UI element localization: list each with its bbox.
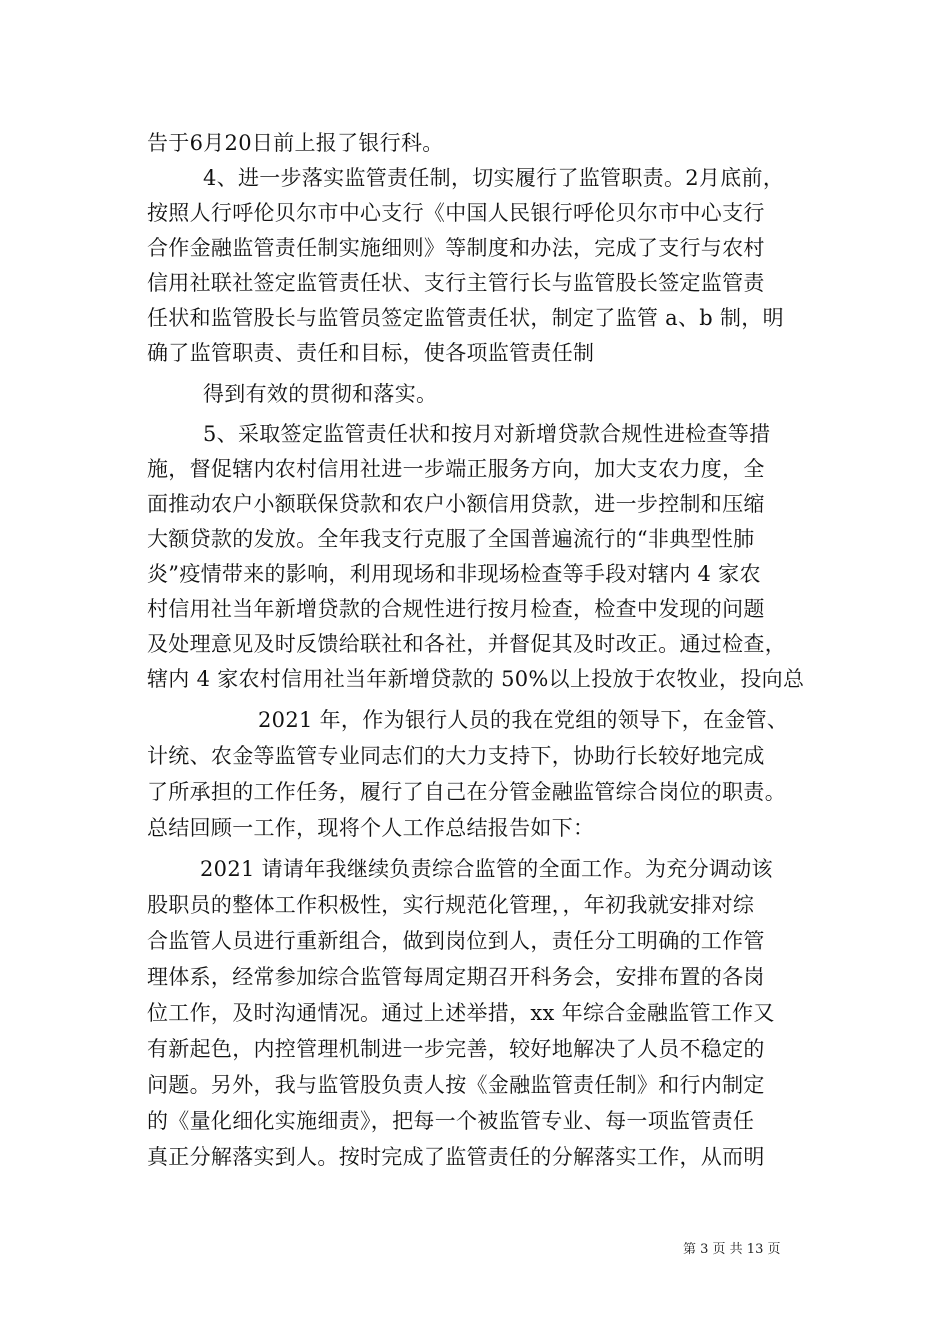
text-line: 合作金融监管责任制实施细则》等制度和办法，完成了支行与农村: [147, 236, 765, 260]
text-line: 得到有效的贯彻和落实。: [203, 382, 438, 406]
text-line: 总结回顾一工作，现将个人工作总结报告如下：: [147, 816, 595, 840]
text-line: 辖内 4 家农村信用社当年新增贷款的 50%以上投放于农牧业，投向总: [147, 667, 805, 691]
text-line: 面推动农户小额联保贷款和农户小额信用贷款，进一步控制和压缩: [147, 492, 765, 516]
text-line: 股职员的整体工作积极性，实行规范化管理，，年初我就安排对综: [147, 893, 755, 917]
text-line: 理体系，经常参加综合监管每周定期召开科务会，安排布置的各岗: [147, 965, 765, 989]
text-line: 任状和监管股长与监管员签定监管责任状，制定了监管 a、b 制，明: [147, 306, 784, 330]
text-line: 问题。另外，我与监管股负责人按《金融监管责任制》和行内制定: [147, 1073, 765, 1097]
text-line: 大额贷款的发放。全年我支行克服了全国普遍流行的“非典型性肺: [147, 527, 755, 551]
text-line: 位工作，及时沟通情况。通过上述举措，xx 年综合金融监管工作又: [147, 1001, 775, 1025]
text-line: 告于6月20日前上报了银行科。: [147, 131, 444, 155]
text-line: 的《量化细化实施细责》，把每一个被监管专业、每一项监管责任: [147, 1109, 755, 1133]
text-line: 了所承担的工作任务，履行了自己在分管金融监管综合岗位的职责。: [147, 780, 786, 804]
text-line: 及处理意见及时反馈给联社和各社，并督促其及时改正。通过检查，: [147, 632, 786, 656]
text-line: 炎”疫情带来的影响，利用现场和非现场检查等手段对辖内 4 家农: [147, 562, 761, 586]
text-line: 村信用社当年新增贷款的合规性进行按月检查，检查中发现的问题: [147, 597, 765, 621]
text-line: 4、进一步落实监管责任制，切实履行了监管职责。2月底前，: [203, 166, 785, 190]
text-line: 真正分解落实到人。按时完成了监管责任的分解落实工作，从而明: [147, 1145, 765, 1169]
text-line: 按照人行呼伦贝尔市中心支行《中国人民银行呼伦贝尔市中心支行: [147, 201, 765, 225]
page-number: 第 3 页 共 13 页: [683, 1242, 781, 1257]
text-line: 信用社联社签定监管责任状、支行主管行长与监管股长签定监管责: [147, 271, 765, 295]
text-line: 合监管人员进行重新组合，做到岗位到人，责任分工明确的工作管: [147, 929, 765, 953]
text-line: 5、采取签定监管责任状和按月对新增贷款合规性进检查等措: [203, 422, 771, 446]
text-line: 确了监管职责、责任和目标，使各项监管责任制: [147, 341, 595, 365]
text-line: 施，督促辖内农村信用社进一步端正服务方向，加大支农力度，全: [147, 457, 765, 481]
text-line: 2021 年，作为银行人员的我在党组的领导下，在金管、: [258, 708, 789, 732]
text-line: 有新起色，内控管理机制进一步完善，较好地解决了人员不稳定的: [147, 1037, 765, 1061]
text-line: 计统、农金等监管专业同志们的大力支持下，协助行长较好地完成: [147, 744, 765, 768]
text-line: 2021 请请年我继续负责综合监管的全面工作。为充分调动该: [200, 857, 773, 881]
